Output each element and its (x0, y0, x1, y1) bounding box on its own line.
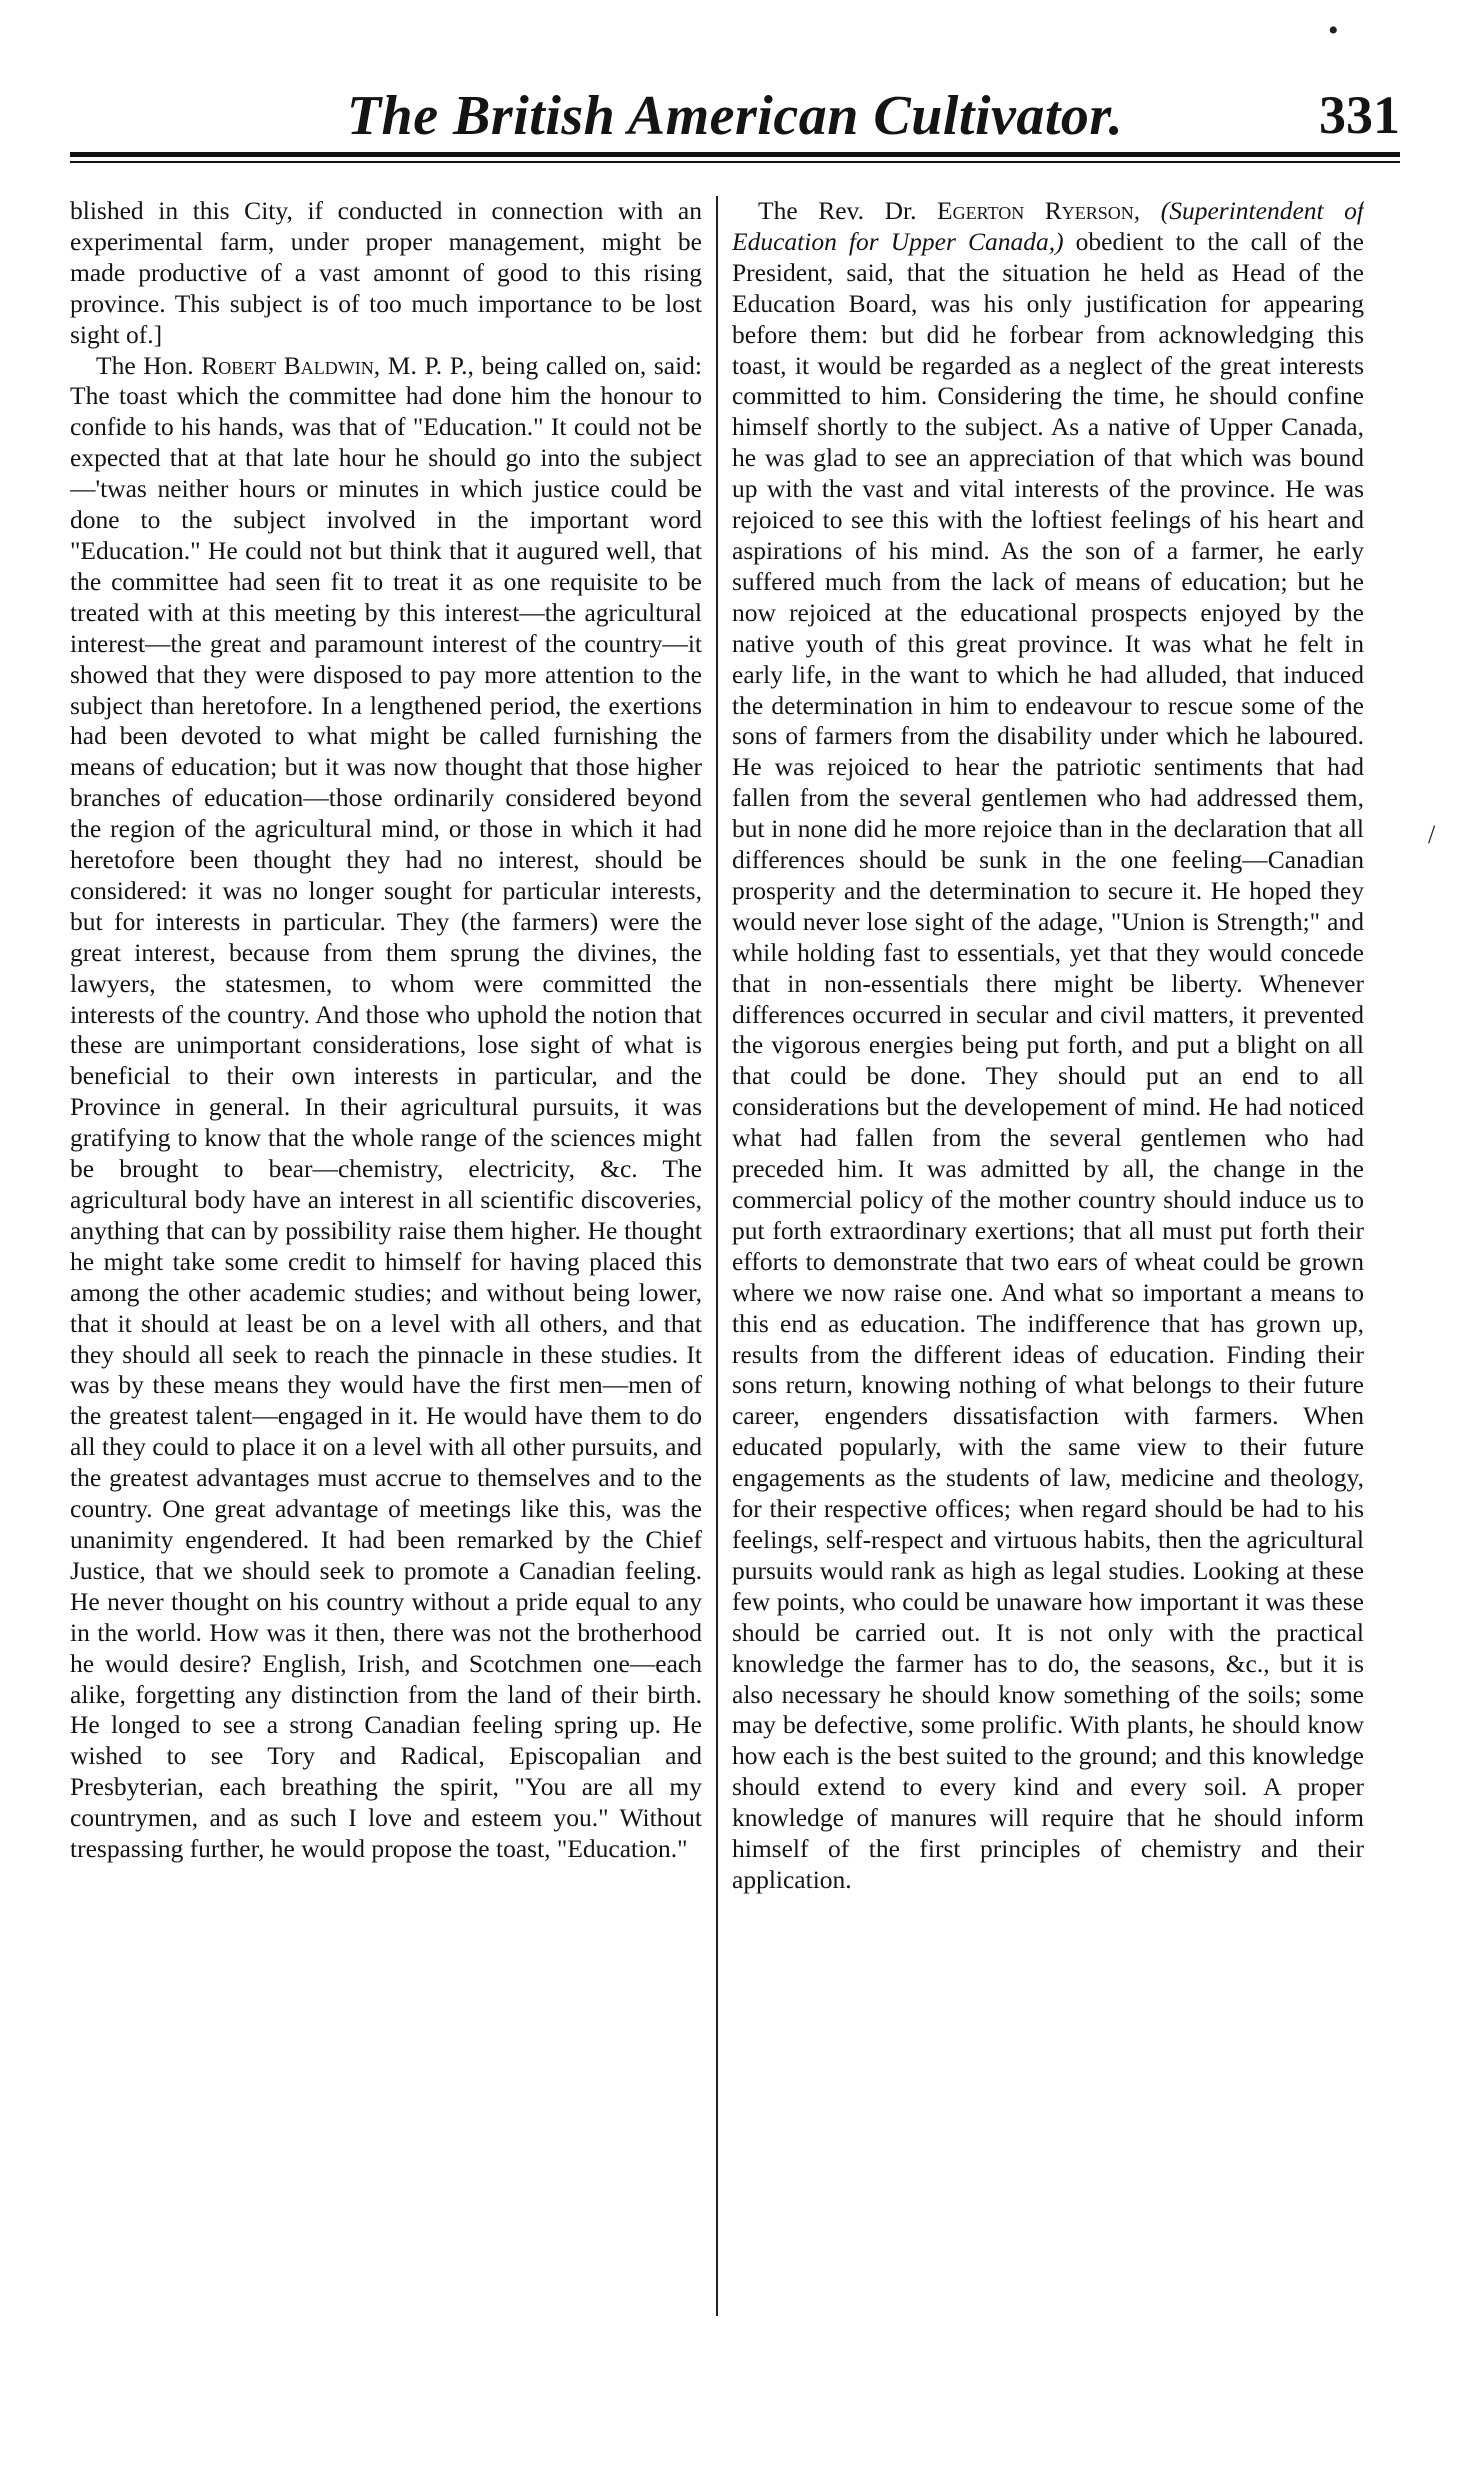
header-rule-thin (70, 161, 1400, 163)
speaker-role: , (Superintendent of Education for Upper Canada,) (732, 196, 1364, 256)
paragraph-lead: The Rev. Dr. (758, 196, 917, 225)
right-column (732, 196, 1364, 2336)
speech-text: being called on, said: The toast which the committee had done him the honour to confide to his hands, was that of "Education." It could not be expected that at that late hour he should go into the subject—'twas neither hours or minutes in which justice could be done to the subject involved in the important word "Education." He could not but think that it augured well, that the committee had seen fit to treat it as one requisite to be treated with at this meeting by this interest—the agricultural interest—the great and paramount interest of the country—it showed that they were disposed to pay more attention to the subject than heretofore. In a lengthened period, the exertions had been devoted to what might be called furnishing the means of education; but it was now thought that those higher branches of education—those ordinarily considered beyond the region of the agricultural mind, or those in which it had heretofore been thought they had no interest, should be considered: it was no longer sought for particular interests, but for interests in particular. They (the farmers) were the great interest, because from them sprung the divines, the lawyers, the statesmen, to whom were committed the interests of the country. And those who uphold the notion that these are unimportant considerations, lose sight of what is beneficial to their own interests in particular, and the Province in general. In their agricultural pursuits, it was gratifying to know that the whole range of the sciences might be brought to bear—chemistry, electricity, &c. The agricultural body have an interest in all scientific discoveries, anything that can by possibility raise them higher. He thought he might take some credit to himself for having placed this among the other academic studies; and without being lower, that it should at least be on a level with all others, and that they should all seek to reach the pinnacle in these studies. It was by these means they would have the first men—men of the greatest talent—engaged in it. He would have them to do all they could to place it on a level with all other pursuits, and the greatest advantages must accrue to themselves and to the country. One great advantage of meetings like this, was the unanimity engendered. It had been remarked by the Chief Justice, that we should seek to promote a Canadian feeling. He never thought on his country without a pride equal to any in the world. How was it then, there was not the brotherhood he would desire? English, Irish, and Scotchmen one—each alike, forgetting any distinction from the land of their birth. He longed to see a strong Canadian feeling spring up. He wished to see Tory and Radical, Episcopalian and Presbyterian, each breathing the spirit, "You are all my countrymen, and as such I love and esteem you." Without trespassing further, he would propose the toast, "Education." (70, 350, 702, 1864)
paragraph (732, 196, 1364, 1896)
speaker-name: Robert Baldwin (201, 350, 374, 380)
page-number: 331 (1319, 85, 1400, 145)
column-divider (716, 196, 718, 2316)
speaker-title: , M. P. P., (373, 350, 474, 380)
stray-mark: • (1328, 14, 1339, 47)
running-title: The British American Cultivator. (346, 85, 1124, 147)
speaker-name: Egerton Ryerson (937, 196, 1134, 225)
paragraph (70, 351, 702, 1865)
article-body (70, 196, 1400, 2336)
paragraph: blished in this City, if conducted in connection with an experimental farm, under proper management, might be made productive of a vast amonnt of good to this rising province. This subject is of too much importance to be lost sight of.] (70, 196, 702, 349)
page-header (70, 60, 1400, 156)
left-column (70, 196, 702, 2336)
speech-text: obedient to the call of the President, said, that the situation he held as Head of the Education Board, was his only justification for appearing before them: but did he forbear from acknowledging this toast, it would be regarded as a neglect of the great interests committed to him. Considering the time, he should confine himself shortly to the subject. As a native of Upper Canada, he was glad to see an appreciation of that which was bound up with the vast and vital interests of the province. He was rejoiced to see this with the loftiest feelings of his heart and aspirations of his mind. As the son of a farmer, he early suffered much from the lack of means of education; but he now rejoiced at the educational prospects enjoyed by the native youth of this great province. It was what he felt in early life, in the want to which he had alluded, that induced the determination in him to endeavour to rescue some of the sons of farmers from the disability under which he laboured. He was rejoiced to hear the patriotic sentiments that had fallen from the several gentlemen who had addressed them, but in none did he more rejoice than in the declaration that all differences should be sunk in the one feeling—Canadian prosperity and the determination to secure it. He hoped they would never lose sight of the adage, "Union is Strength;" and while holding fast to essentials, yet that they would concede that in non-essentials there might be liberty. Whenever differences occurred in secular and civil matters, it prevented the vigorous energies being put forth, and put a blight on all that could be done. They should put an end to all considerations but the developement of mind. He had noticed what had fallen from the several gentlemen who had preceded him. It was admitted by all, the change in the commercial policy of the mother country should induce us to put forth extraordinary exertions; that all must put forth their efforts to demonstrate that two ears of wheat could be grown where we now raise one. And what so important a means to this end as education. The indifference that has grown up, results from the different ideas of education. Finding their sons return, knowing nothing of what belongs to their future career, engenders dissatisfaction with farmers. When educated popularly, with the same view to their future engagements as the students of law, medicine and theology, for their respective offices; when regard should be had to his feelings, self-respect and virtuous habits, then the agricultural pursuits would rank as high as legal studies. Looking at these few points, who could be unaware how important it was these should be carried out. It is not only with the practical knowledge the farmer has to do, the seasons, &c., but it is also necessary he should know something of the soils; some may be defective, some prolific. With plants, he should know how each is the best suited to the ground; and this knowledge should extend to every kind and every soil. A proper knowledge of manures will require that he should inform himself of the first principles of chemistry and their application. (732, 226, 1364, 1894)
margin-mark: / (1428, 820, 1436, 849)
header-rule-thick (70, 152, 1400, 157)
paragraph-lead: The Hon. (96, 350, 194, 380)
